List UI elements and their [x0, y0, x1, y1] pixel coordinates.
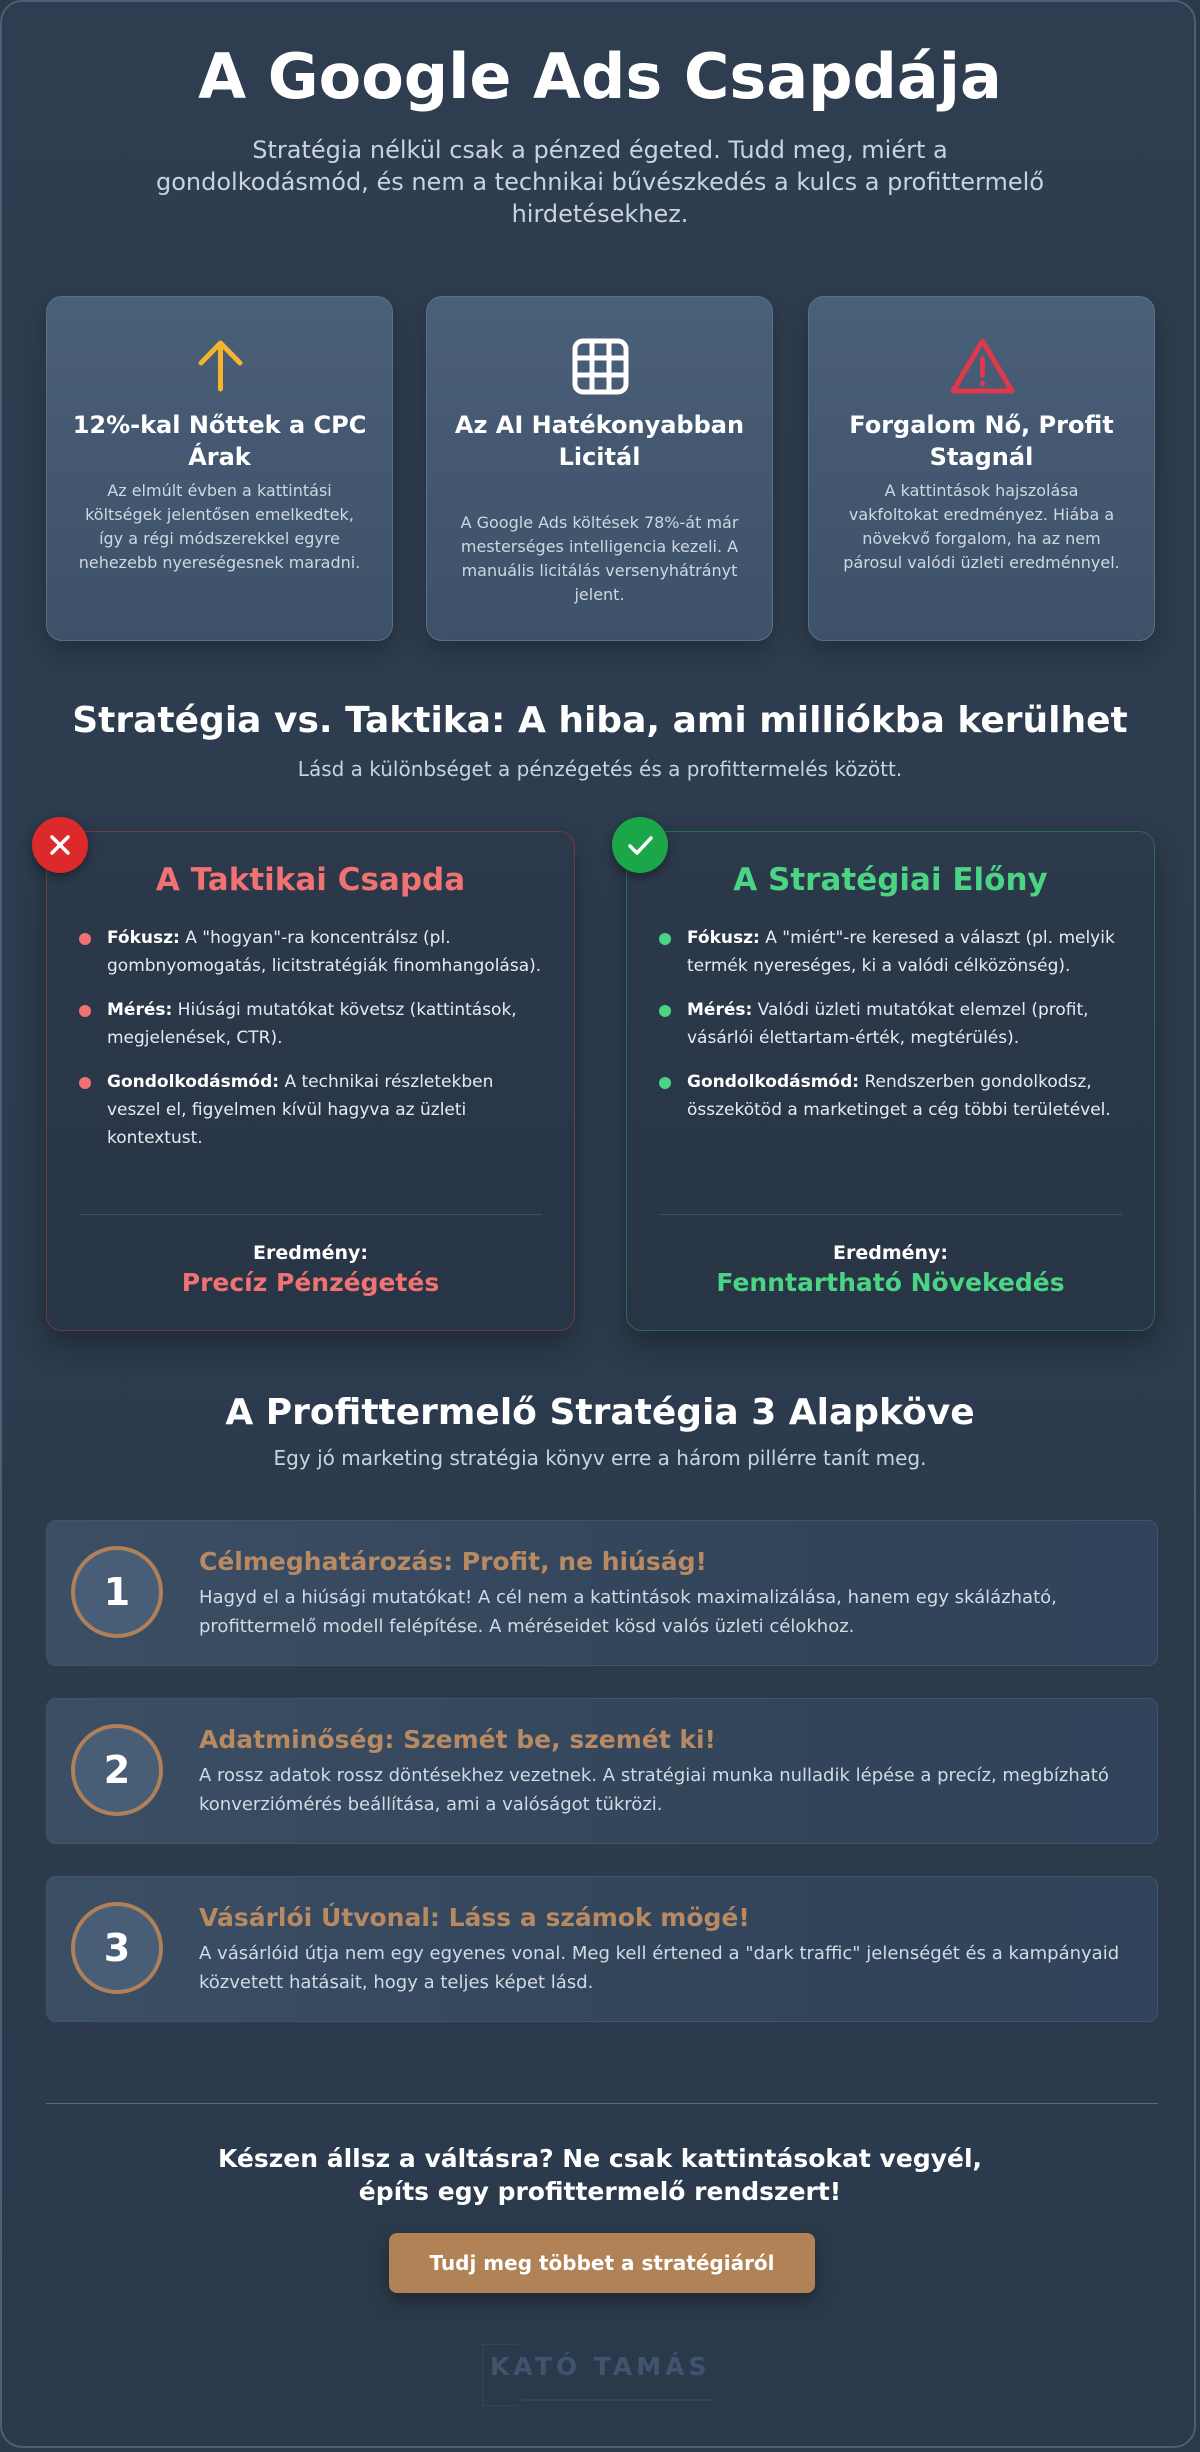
cta-text: Készen állsz a váltásra? Ne csak kattintásokat vegyél, építs egy profittermelő rendszert! — [217, 2144, 983, 2206]
result-label: Eredmény: — [832, 1242, 949, 1264]
stat-text: A Google Ads költések 78%-át már mesterséges intelligencia kezeli. A manuális licitálás versenyhátrányt jelent. — [460, 513, 739, 604]
list-item: Fókusz: A "hogyan"-ra koncentrálsz (pl. gombnyomogatás, licitstratégiák finomhangolása). — [79, 924, 542, 980]
bullet-icon — [659, 1077, 671, 1089]
close-icon — [32, 817, 88, 873]
bullet-icon — [79, 1005, 91, 1017]
pillar-card-1 — [46, 1520, 1158, 1666]
brand-logo — [482, 2344, 722, 2406]
pillars-subtitle: Egy jó marketing stratégia könyv erre a három pillérre tanít meg. — [273, 1446, 927, 1470]
tactical-list — [79, 924, 542, 1168]
result-value: Precíz Pénzégetés — [181, 1268, 440, 1297]
bullet-icon — [659, 1005, 671, 1017]
stat-card-cpc — [46, 296, 393, 641]
check-icon — [612, 817, 668, 873]
pillar-card-3 — [46, 1876, 1158, 2022]
stat-card-ai — [426, 296, 773, 641]
list-item: Mérés: Valódi üzleti mutatókat elemzel (profit, vásárlói élettartam-érték, megtérülés). — [659, 996, 1122, 1052]
step-title: Vásárlói Útvonal: Láss a számok mögé! — [199, 1903, 750, 1932]
stat-title: Az AI Hatékonyabban Licitál — [454, 411, 745, 471]
stat-text: A kattintások hajszolása vakfoltokat eredményez. Hiába a növekvő forgalom, ha az nem párosul valódi üzleti eredménnyel. — [843, 481, 1120, 572]
comparison-subtitle: Lásd a különbséget a pénzégetés és a profittermelés között. — [297, 757, 903, 781]
list-item: Fókusz: A "miért"-re keresed a választ (pl. melyik termék nyereséges, ki a valódi célközönség). — [659, 924, 1122, 980]
stat-title: Forgalom Nő, Profit Stagnál — [849, 411, 1114, 471]
page-title: A Google Ads Csapdája — [198, 40, 1002, 113]
grid-icon — [427, 333, 772, 397]
step-text: Hagyd el a hiúsági mutatókat! A cél nem a kattintások maximalizálása, hanem egy skálázható, profittermelő modell felépítése. A méréseidet kösd valós üzleti célokhoz. — [199, 1587, 1057, 1637]
card-divider — [79, 1214, 542, 1215]
step-text: A vásárlóid útja nem egy egyenes vonal. Meg kell értened a "dark traffic" jelenségét és a kampányaid közvetett hatásait, hogy a teljes képet lásd. — [199, 1943, 1120, 1993]
result-value: Fenntartható Növekedés — [716, 1268, 1065, 1297]
list-item: Gondolkodásmód: A technikai részletekben veszel el, figyelmen kívül hagyva az üzleti kontextust. — [79, 1068, 542, 1152]
logo-text: KATÓ TAMÁS — [490, 2352, 711, 2381]
step-number: 3 — [71, 1902, 163, 1994]
comparison-title: Stratégia vs. Taktika: A hiba, ami milliókba kerülhet — [72, 700, 1128, 741]
warning-icon — [809, 333, 1154, 397]
page-subtitle: Stratégia nélkül csak a pénzed égeted. Tudd meg, miért a gondolkodásmód, és nem a technikai bűvészkedés a kulcs a profittermelő hirdetésekhez. — [156, 136, 1044, 228]
step-title: Adatminőség: Szemét be, szemét ki! — [199, 1725, 716, 1754]
section-divider — [46, 2103, 1158, 2104]
stat-title: 12%-kal Nőttek a CPC Árak — [72, 411, 367, 471]
tactical-card — [46, 831, 575, 1331]
bullet-icon — [659, 933, 671, 945]
step-number: 2 — [71, 1724, 163, 1816]
strategic-card — [626, 831, 1155, 1331]
step-number: 1 — [71, 1546, 163, 1638]
step-text: A rossz adatok rossz döntésekhez vezetnek. A stratégiai munka nulladik lépése a precíz, megbízható konverziómérés beállítása, ami a valóságot tükrözi. — [199, 1765, 1109, 1815]
bullet-icon — [79, 933, 91, 945]
pillars-title: A Profittermelő Stratégia 3 Alapköve — [225, 1392, 975, 1433]
tactical-title: A Taktikai Csapda — [155, 862, 466, 898]
bullet-icon — [79, 1077, 91, 1089]
card-divider — [659, 1214, 1122, 1215]
list-item: Gondolkodásmód: Rendszerben gondolkodsz, összekötöd a marketinget a cég többi területével. — [659, 1068, 1122, 1124]
learn-more-button[interactable]: Tudj meg többet a stratégiáról — [389, 2233, 815, 2293]
strategic-list — [659, 924, 1122, 1140]
stat-card-traffic — [808, 296, 1155, 641]
pillar-card-2 — [46, 1698, 1158, 1844]
step-title: Célmeghatározás: Profit, ne hiúság! — [199, 1547, 707, 1576]
strategic-title: A Stratégiai Előny — [733, 862, 1048, 898]
result-label: Eredmény: — [252, 1242, 369, 1264]
list-item: Mérés: Hiúsági mutatókat követsz (kattintások, megjelenések, CTR). — [79, 996, 542, 1052]
stat-text: Az elmúlt évben a kattintási költségek jelentősen emelkedtek, így a régi módszerekkel egyre nehezebb nyereségesnek maradni. — [78, 481, 361, 572]
arrow-up-icon — [47, 333, 392, 397]
